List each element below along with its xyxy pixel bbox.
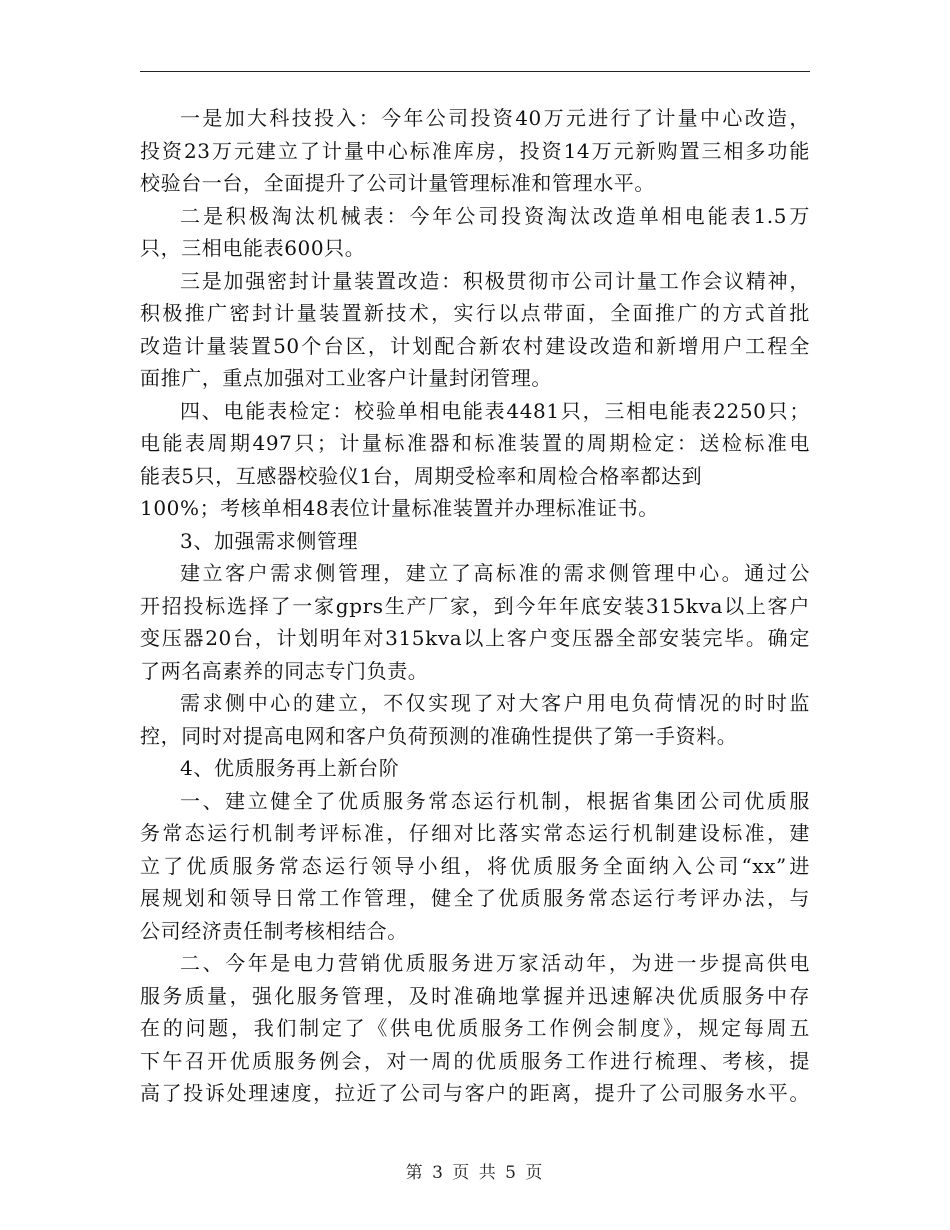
text-line: 只，三相电能表600只。 xyxy=(140,236,366,260)
text-line: 校验台一台，全面提升了公司计量管理标准和管理水平。 xyxy=(140,171,655,195)
header-rule xyxy=(140,71,810,72)
text-line: 投资23万元建立了计量中心标准库房，投资14万元新购置三相多功能 xyxy=(140,138,810,163)
text-line: 电能表周期497只；计量标准器和标准装置的周期检定：送检标准电 xyxy=(140,431,810,455)
text-line: 4、优质服务再上新台阶 xyxy=(180,756,400,780)
text-line: 四、电能表检定：校验单相电能表4481只，三相电能表2250只； xyxy=(180,398,810,423)
document-body xyxy=(140,102,810,1110)
text-line: 服务质量，强化服务管理，及时准确地掌握并迅速解决优质服务中存 xyxy=(140,983,810,1008)
text-line: 三是加强密封计量装置改造：积极贯彻市公司计量工作会议精神， xyxy=(180,268,810,293)
text-line: 3、加强需求侧管理 xyxy=(180,528,359,553)
text-line: 在的问题，我们制定了《供电优质服务工作例会制度》，规定每周五 xyxy=(140,1016,810,1040)
text-line: 下午召开优质服务例会，对一周的优质服务工作进行梳理、考核，提 xyxy=(140,1048,810,1073)
text-line: 一、建立健全了优质服务常态运行机制，根据省集团公司优质服 xyxy=(180,788,810,813)
text-line: 立了优质服务常态运行领导小组，将优质服务全面纳入公司“xx”进 xyxy=(140,853,810,878)
text-line: 二、今年是电力营销优质服务进万家活动年，为进一步提高供电 xyxy=(180,951,810,975)
text-line: 面推广，重点加强对工业客户计量封闭管理。 xyxy=(140,366,552,390)
text-line: 公司经济责任制考核相结合。 xyxy=(140,918,408,943)
text-line: 了两名高素养的同志专门负责。 xyxy=(140,658,429,683)
text-line: 开招投标选择了一家gprs生产厂家，到今年年底安装315kva以上客户 xyxy=(140,593,810,618)
text-line: 一是加大科技投入：今年公司投资40万元进行了计量中心改造， xyxy=(180,106,810,130)
text-line: 控，同时对提高电网和客户负荷预测的准确性提供了第一手资料。 xyxy=(140,723,738,748)
text-line: 务常态运行机制考评标准，仔细对比落实常态运行机制建设标准，建 xyxy=(140,821,810,845)
text-line: 二是积极淘汰机械表：今年公司投资淘汰改造单相电能表1.5万 xyxy=(180,203,810,228)
text-line: 100%；考核单相48表位计量标准装置并办理标准证书。 xyxy=(140,496,659,520)
text-line: 改造计量装置50个台区，计划配合新农村建设改造和新增用户工程全 xyxy=(140,333,810,358)
text-line: 展规划和领导日常工作管理，健全了优质服务常态运行考评办法，与 xyxy=(140,886,810,910)
text-line: 高了投诉处理速度，拉近了公司与客户的距离，提升了公司服务水平。 xyxy=(140,1081,810,1105)
text-line: 能表5只，互感器校验仪1台，周期受检率和周检合格率都达到 xyxy=(140,463,703,488)
text-line: 积极推广密封计量装置新技术，实行以点带面，全面推广的方式首批 xyxy=(140,301,810,325)
text-line: 变压器20台，计划明年对315kva以上客户变压器全部安装完毕。确定 xyxy=(140,626,810,650)
text-line: 需求侧中心的建立，不仅实现了对大客户用电负荷情况的时时监 xyxy=(180,691,810,715)
text-line: 建立客户需求侧管理，建立了高标准的需求侧管理中心。通过公 xyxy=(180,561,810,585)
page-footer: 第 3 页 共 5 页 xyxy=(405,1163,545,1183)
